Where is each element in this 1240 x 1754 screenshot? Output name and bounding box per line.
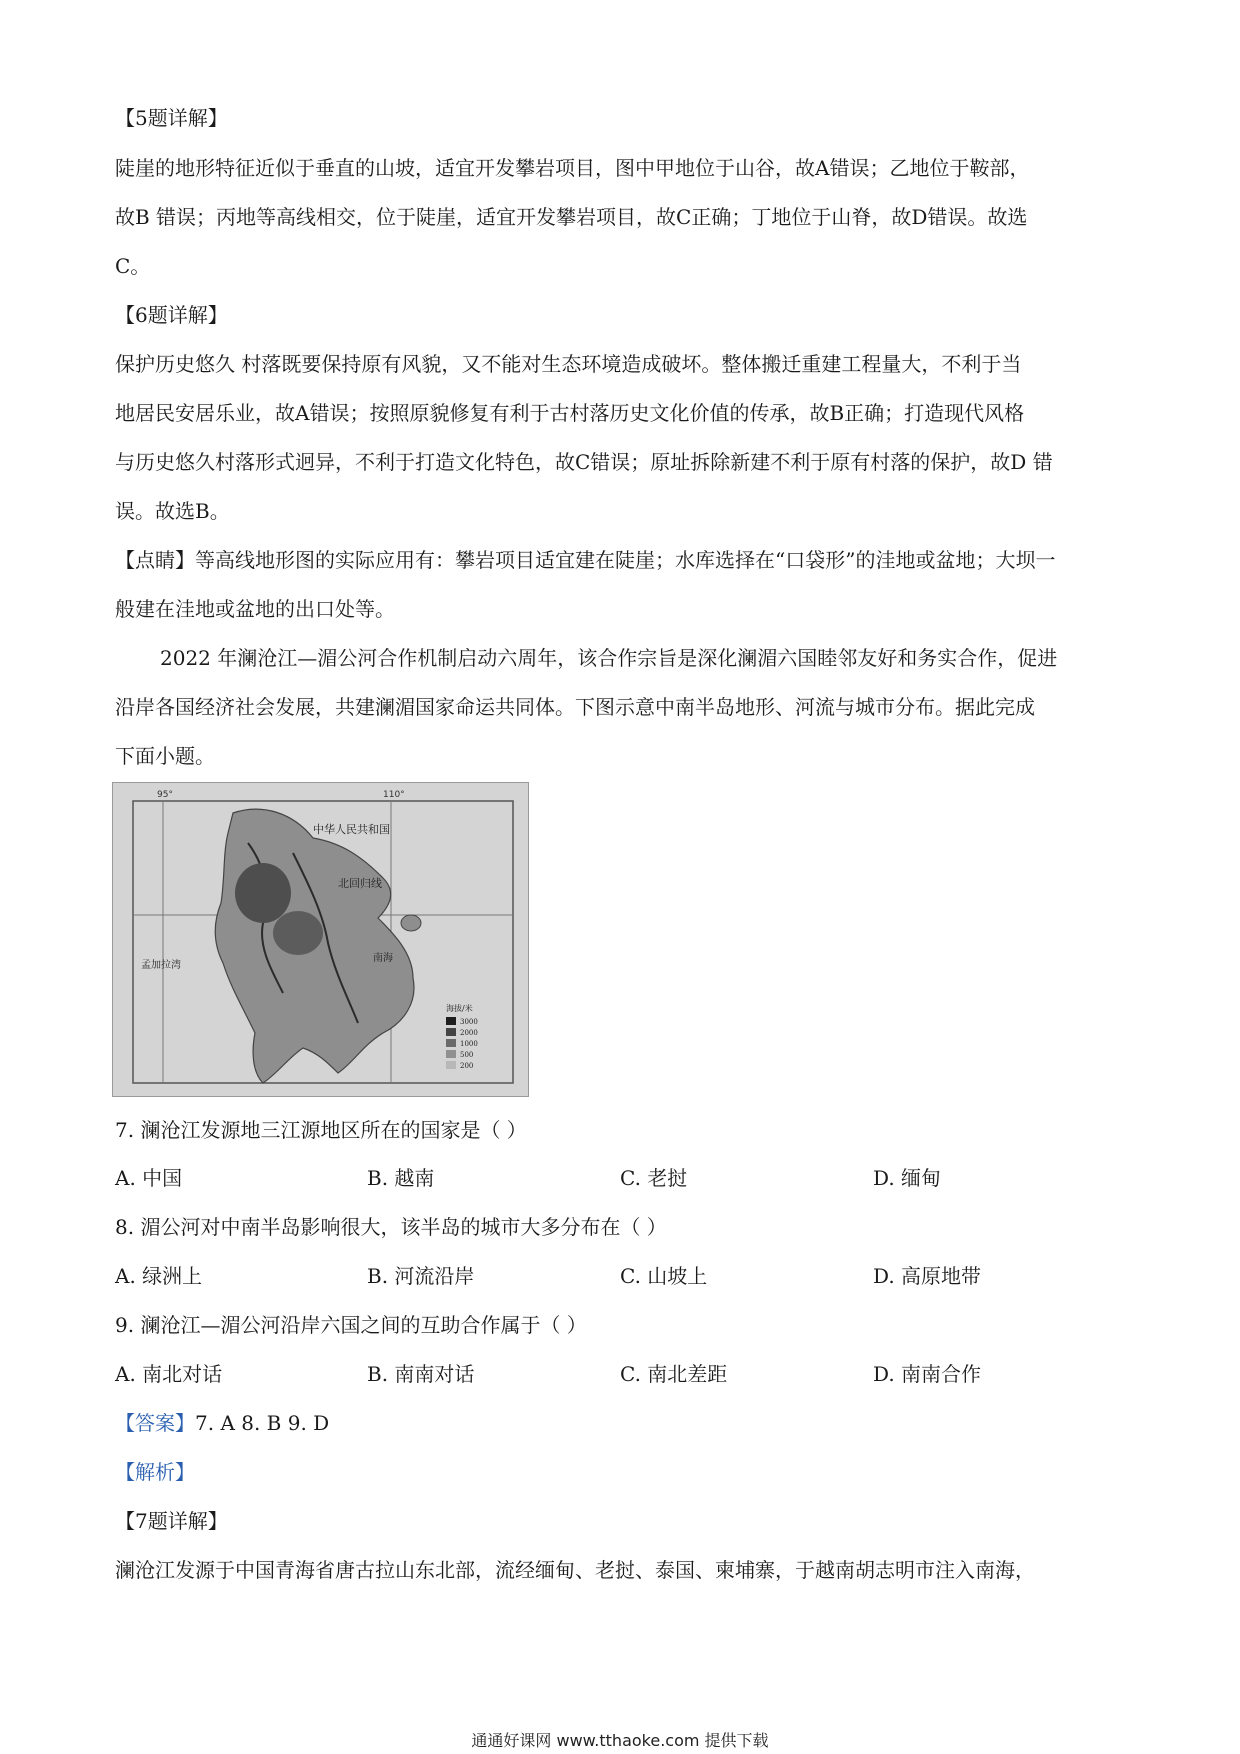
question-8-stem: 8. 湄公河对中南半岛影响很大，该半岛的城市大多分布在（ ） (115, 1215, 667, 1239)
map-label-country: 中华人民共和国 (313, 823, 390, 836)
question-7-option-a: A. 中国 (115, 1166, 183, 1190)
question-8-option-d: D. 高原地带 (873, 1264, 982, 1288)
question-7-option-d: D. 缅甸 (873, 1166, 942, 1190)
question-8-option-b: B. 河流沿岸 (367, 1264, 475, 1288)
intro-line-2: 沿岸各国经济社会发展，共建澜湄国家命运共同体。下图示意中南半岛地形、河流与城市分布。据此完成 (115, 695, 1035, 719)
answer-row (115, 1408, 1135, 1438)
map-graphic (113, 783, 528, 1096)
question-9-option-b: B. 南南对话 (367, 1362, 475, 1386)
indochina-map-figure (112, 782, 529, 1097)
map-label-bay: 孟加拉湾 (141, 960, 181, 971)
legend-item: 1000 (460, 1040, 478, 1048)
question-8-option-a: A. 绿洲上 (115, 1264, 203, 1288)
section7-heading: 【7题详解】 (115, 1509, 228, 1533)
section6-line-1: 保护历史悠久 村落既要保持原有风貌，又不能对生态环境造成破坏。整体搬迁重建工程量大，不利于当 (115, 352, 1022, 376)
intro-line-1: 2022 年澜沧江—湄公河合作机制启动六周年，该合作宗旨是深化澜湄六国睦邻友好和务实合作，促进 (160, 646, 1058, 670)
map-label-tropic: 北回归线 (338, 877, 382, 890)
question-9-stem: 9. 澜沧江—湄公河沿岸六国之间的互助合作属于（ ） (115, 1313, 587, 1337)
answer-text: 7. A 8. B 9. D (195, 1411, 330, 1435)
answer-label: 【答案】 (115, 1411, 195, 1435)
tip-line-2: 般建在洼地或盆地的出口处等。 (115, 597, 395, 621)
question-7-option-c: C. 老挝 (620, 1166, 688, 1190)
section5-line-2: 故B 错误；丙地等高线相交，位于陡崖，适宜开发攀岩项目，故C正确；丁地位于山脊，故D错误。故选 (115, 205, 1028, 229)
analysis-label: 【解析】 (115, 1460, 195, 1484)
legend-item: 500 (460, 1051, 474, 1059)
question-9-option-d: D. 南南合作 (873, 1362, 982, 1386)
section5-line-3: C。 (115, 254, 151, 278)
section7-line-1: 澜沧江发源于中国青海省唐古拉山东北部，流经缅甸、老挝、泰国、柬埔寨，于越南胡志明市注入南海， (115, 1558, 1035, 1582)
question-7-stem: 7. 澜沧江发源地三江源地区所在的国家是（ ） (115, 1118, 527, 1142)
intro-line-3: 下面小题。 (115, 744, 215, 768)
section6-heading: 【6题详解】 (115, 303, 228, 327)
legend-item: 3000 (460, 1018, 478, 1026)
section6-line-4: 误。故选B。 (115, 499, 230, 523)
section6-line-3: 与历史悠久村落形式迥异，不利于打造文化特色，故C错误；原址拆除新建不利于原有村落的保护，故D 错 (115, 450, 1053, 474)
question-9-option-a: A. 南北对话 (115, 1362, 223, 1386)
question-9-option-c: C. 南北差距 (620, 1362, 728, 1386)
map-label-lon-left: 95° (157, 790, 173, 800)
tip-line-1: 【点睛】等高线地形图的实际应用有：攀岩项目适宜建在陡崖；水库选择在“口袋形”的洼地或盆地；大坝一 (115, 548, 1056, 572)
question-7-option-b: B. 越南 (367, 1166, 435, 1190)
section5-line-1: 陡崖的地形特征近似于垂直的山坡，适宜开发攀岩项目，图中甲地位于山谷，故A错误；乙地位于鞍部， (115, 156, 1030, 180)
highland-mid-area (273, 911, 323, 955)
legend-item: 200 (460, 1062, 474, 1070)
highland-dark-area (235, 863, 291, 923)
question-8-option-c: C. 山坡上 (620, 1264, 708, 1288)
section6-line-2: 地居民安居乐业，故A错误；按照原貌修复有利于古村落历史文化价值的传承，故B正确；打造现代风格 (115, 401, 1025, 425)
map-label-sea: 南海 (373, 953, 393, 964)
legend-item: 2000 (460, 1029, 478, 1037)
hainan-island (401, 915, 421, 931)
footer-source: 通通好课网 www.tthaoke.com 提供下载 (471, 1731, 769, 1750)
map-label-lon-right: 110° (383, 790, 405, 800)
legend-title: 海拔/米 (446, 1004, 473, 1013)
section5-heading: 【5题详解】 (115, 106, 228, 130)
